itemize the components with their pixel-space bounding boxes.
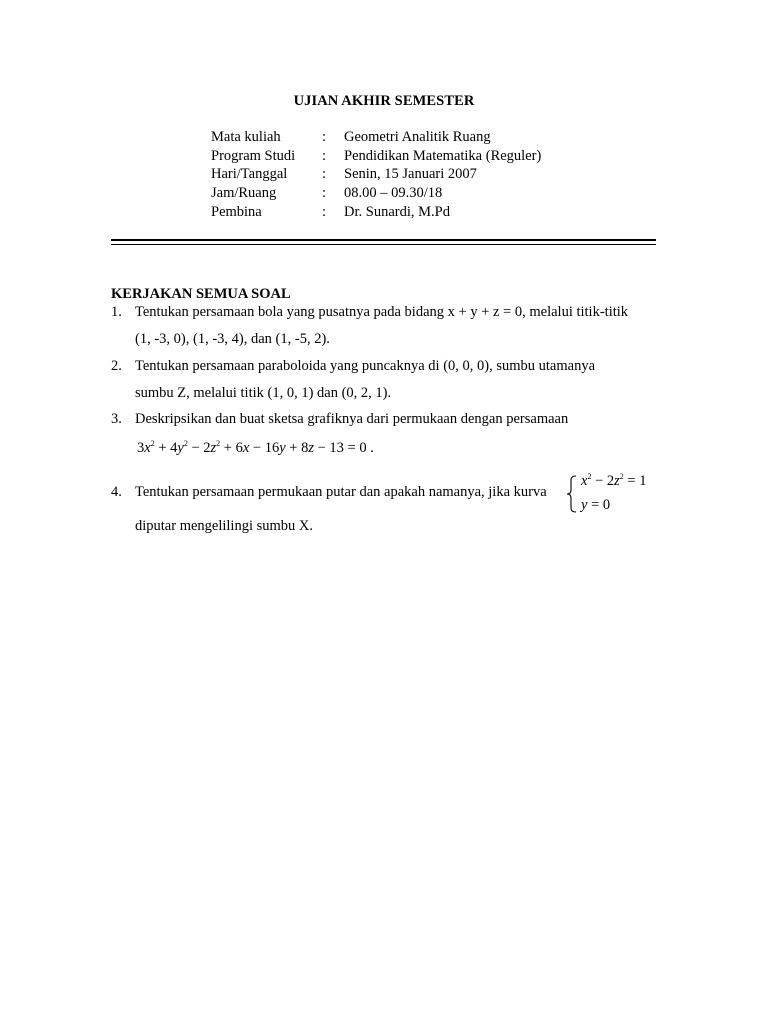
curly-brace-icon [566,475,578,513]
curve-equation-line-1: $x^2 - 2z^2 = 1$ [581,472,647,489]
info-value: Pendidikan Matematika (Reguler) [344,148,542,164]
info-colon: : [322,166,327,182]
info-label: Mata kuliah [211,129,281,145]
info-label: Program Studi [211,148,296,164]
question-text: diputar mengelilingi sumbu X. [135,518,314,534]
curve-equation-line-2: y = 0 [581,497,611,513]
info-label: Pembina [211,204,262,220]
question-text: Deskripsikan dan buat sketsa grafiknya dari permukaan dengan persamaan [135,411,569,427]
exam-title: UJIAN AKHIR SEMESTER [293,93,475,109]
question-text: Tentukan persamaan bola yang pusatnya pada bidang x + y + z = 0, melalui titik-titik [135,304,629,320]
info-colon: : [322,204,327,220]
question-text: (1, -3, 0), (1, -3, 4), dan (1, -5, 2). [135,331,330,347]
question-number: 1. [111,304,122,320]
question-text: Tentukan persamaan paraboloida yang puncaknya di (0, 0, 0), sumbu utamanya [135,358,596,374]
info-colon: : [322,129,327,145]
question-number: 3. [111,411,122,427]
surface-equation: $3x^2 + 4y^2 - 2z^2 + 6x - 16y + 8z - 13 = 0$ . [137,439,374,456]
info-value: Senin, 15 Januari 2007 [344,166,477,182]
info-label: Hari/Tanggal [211,166,288,182]
info-value: 08.00 – 09.30/18 [344,185,443,201]
header-divider-thick [111,239,656,241]
question-number: 2. [111,358,122,374]
question-number: 4. [111,484,122,500]
question-text: sumbu Z, melalui titik (1, 0, 1) dan (0, 2, 1). [135,385,392,401]
question-text: Tentukan persamaan permukaan putar dan apakah namanya, jika kurva [135,484,547,500]
header-divider-thin [111,244,656,245]
info-value: Dr. Sunardi, M.Pd [344,204,450,220]
info-colon: : [322,185,327,201]
info-colon: : [322,148,327,164]
info-value: Geometri Analitik Ruang [344,129,491,145]
info-label: Jam/Ruang [211,185,277,201]
instructions-heading: KERJAKAN SEMUA SOAL [111,286,291,302]
